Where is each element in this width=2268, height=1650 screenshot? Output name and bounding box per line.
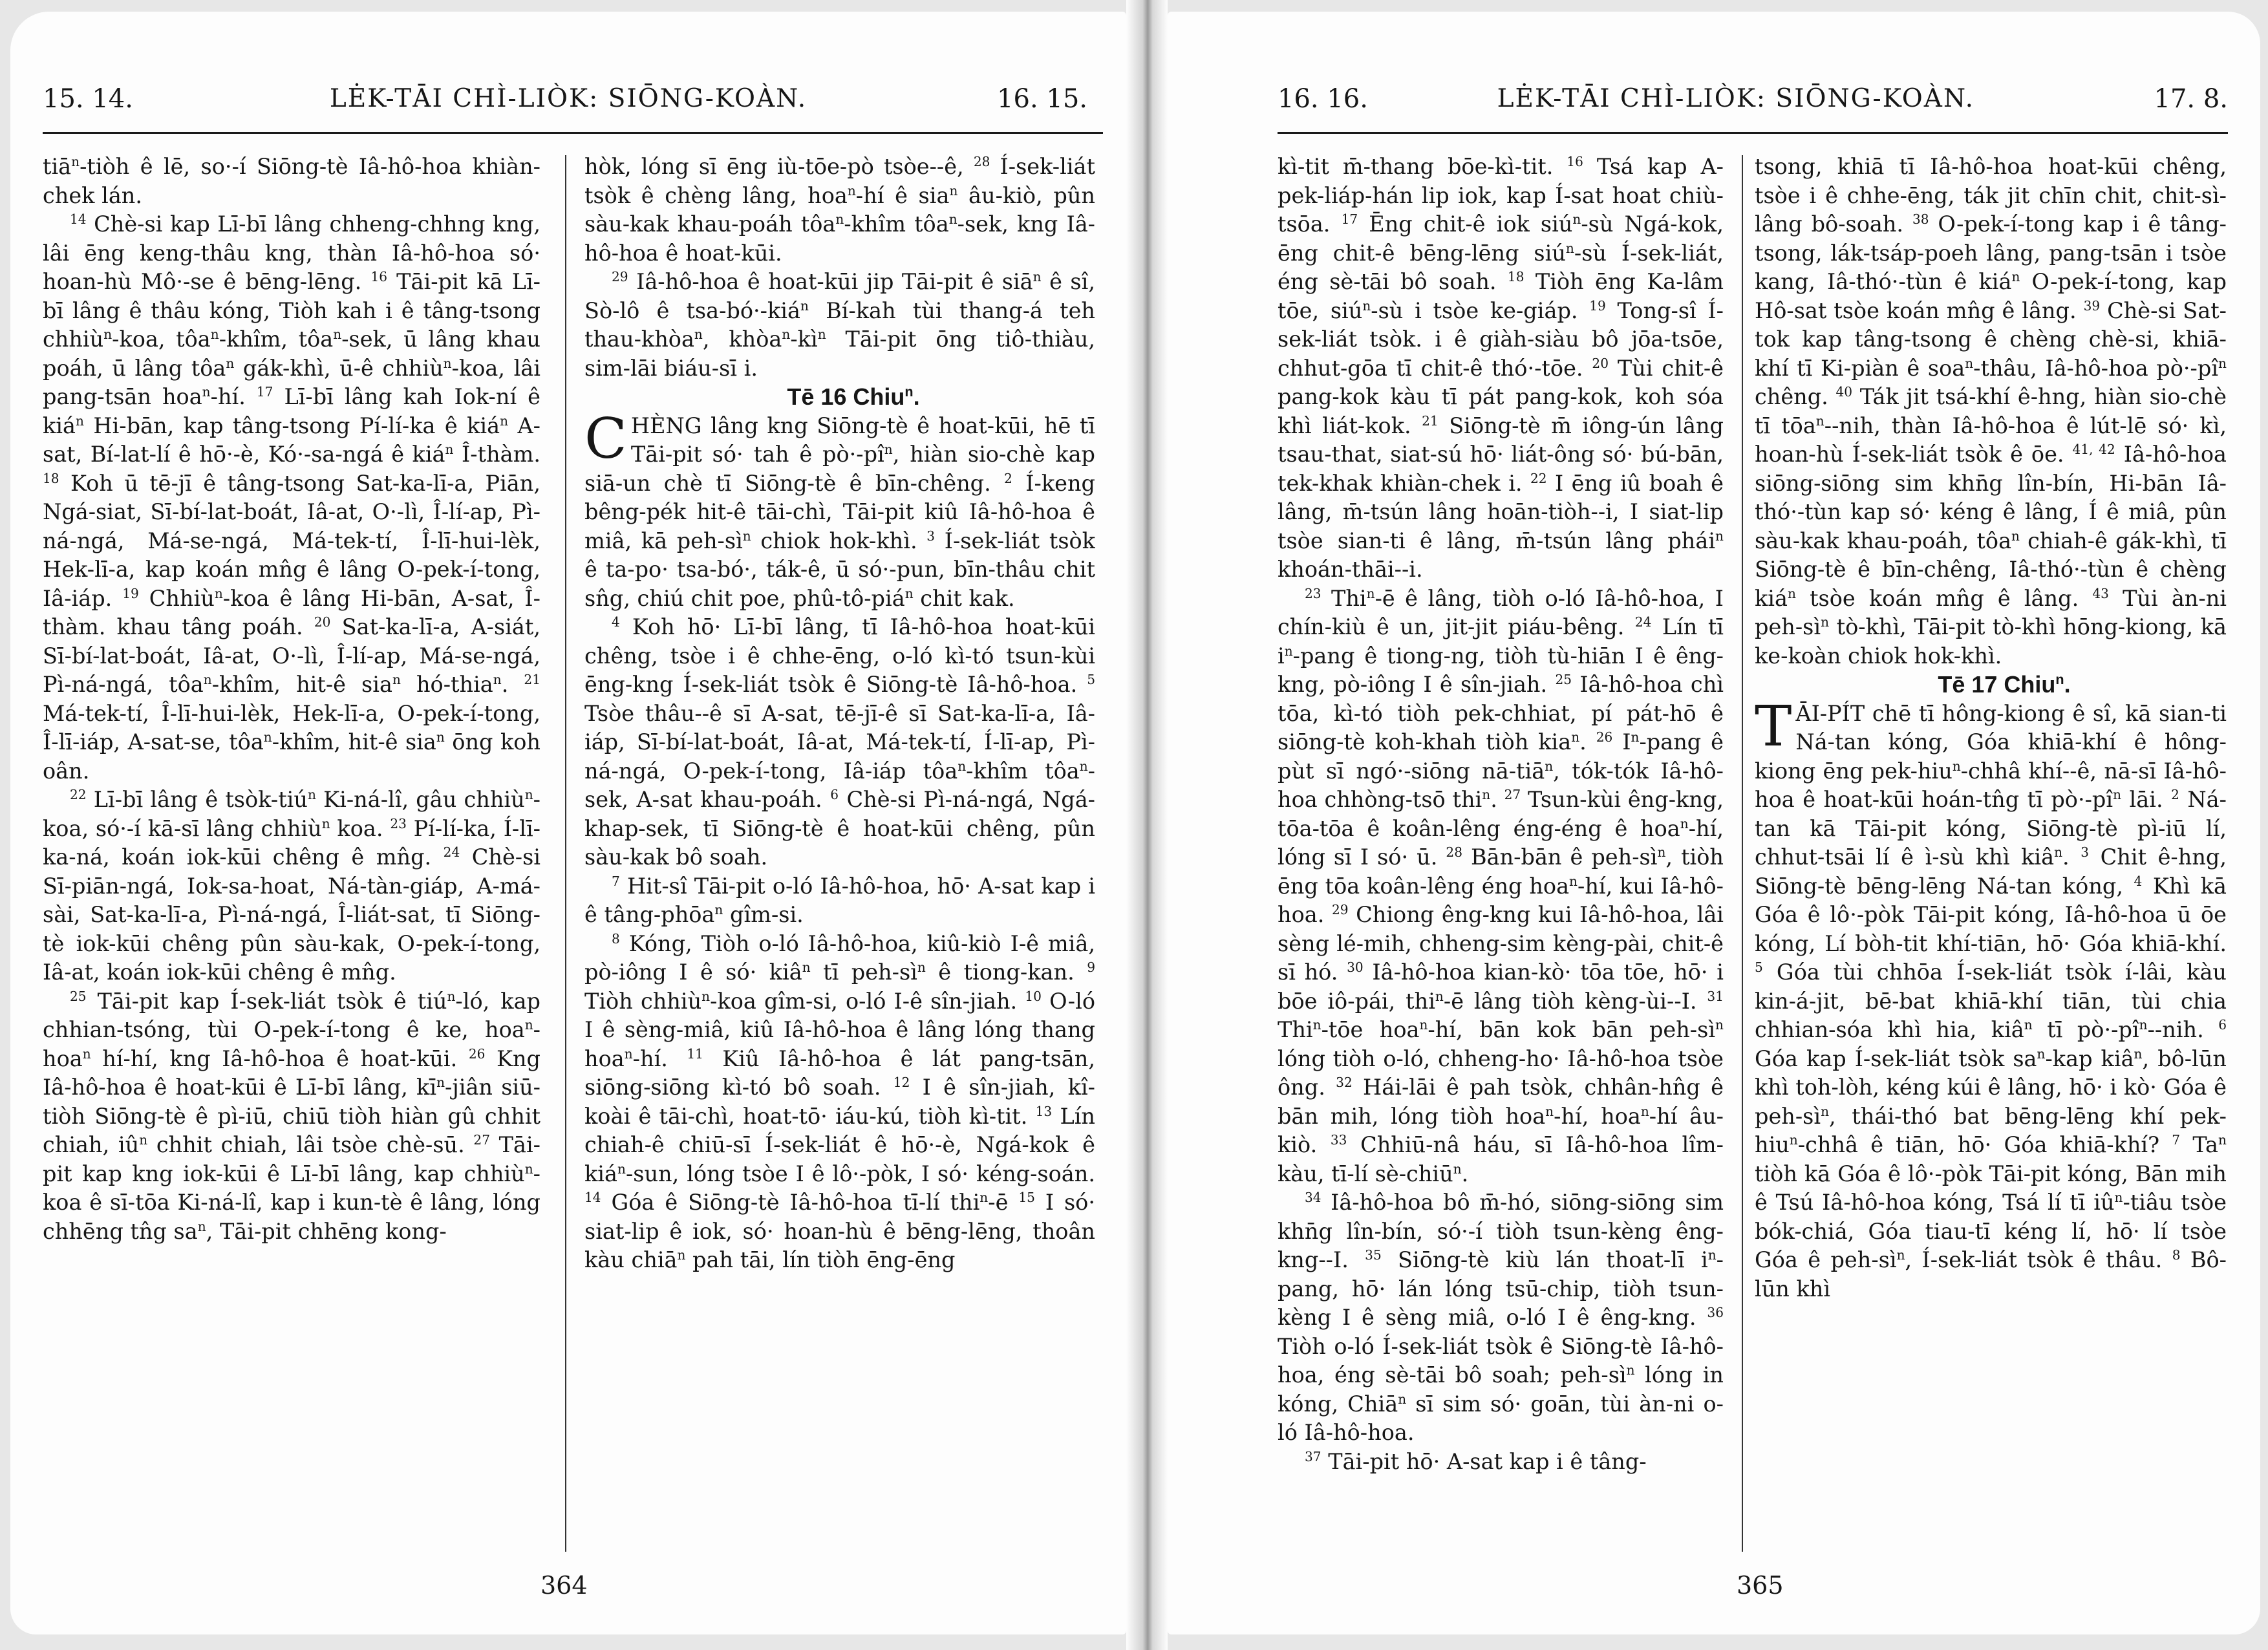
left-col1-text (43, 153, 540, 1246)
verse-paragraph: TĀI-PÍT chē tī hông-kiong ê sî, kā sian-ti Ná-tan kóng, Góa khiā-khí ê hông-kiong ēng pek-hiu$^n$-chhâ khí--ê, nā-sī Iâ-hô-hoa ê hoat-kūi hoán-tn̂g tī $pò\cdot-pî^n$ lāi. $^2$ Ná-tan kā Tāi-pit kóng, Siōng-tè pì-iū lí, chhut-tsāi lí ê ì-sù khì kiâ$^n$. $^3$ Chit ê-hng, Siōng-tè bēng-lēng Ná-tan kóng, $^4$ Khì kā Góa ê lô·-pòk Tāi-pit kóng, Iâ-hô-hoa ū ōe kóng, Lí bòh-tit khí-tiān, hō· Góa khiā-khí. $^5$ Góa tùi chhōa Í-sek-liát tsòk í-lâi, kàu kin-á-jit, bē-bat khiā-khí tiān, tùi chia chhian-sóa khì hia, kiâ$^n$ tī $pò\cdot-pî^n-$-nih. $^6$ Góa kap Í-sek-liát tsòk $sa^n$-kap kiâ$^n$, bô-lūn khì toh-lòh, kéng kúi ê lâng, hō· i kò· Góa ê peh-$sì^n$, thái-thó bat bēng-lēng khí pek-hiu$^n$-chhâ ê tiān, hō· Góa khiā-khí? $^7$ Ta$^n$ tiòh kā Góa ê lô·-pòk Tāi-pit kóng, Bān mih ê Tsú Iâ-hô-hoa kóng, Tsá lí tī $iû^n$-tiâu tsòe bók-chiá, Góa tiau-tī kéng lí, hō· lí tsòe Góa ê peh-$sì^n$, Í-sek-liát tsòk ê thâu. $^8$ Bô-lūn khì (1755, 694, 2227, 1302)
verse-paragraph: $^{22}$ Lī-bī lâng ê tsòk-tiú$^n$ Ki-ná-lî, gâu chhiù$^n$-koa, só·-í kā-sī lâng chhiù$^n$ koa. $^{23}$ Pí-lí-ka, Í-lī-ka-ná, koán iok-kūi chêng ê mn̂g. $^{24}$ Chè-si Sī-piān-ngá, Iok-sa-hoat, Ná-tàn-giáp, A-má-sài, Sat-ka-lī-a, Pì-ná-ngá, Î-liát-sat, tī Siōng-tè iok-kūi chêng pûn sàu-kak, O-pek-í-tong, Iâ-at, koán iok-kūi chêng ê mn̂g. (43, 786, 540, 985)
right-col1-text (1278, 153, 1724, 1476)
right-page (1168, 12, 2260, 1634)
verse-paragraph: $^4$ Koh hō· Lī-bī lâng, tī Iâ-hô-hoa hoat-kūi chêng, tsòe i ê chhe-ēng, o-ló kì-tó tsun-kùi ēng-kng Í-sek-liát tsòk ê Siōng-tè Iâ-hô-hoa. $^5$ Tsòe thâu--ê sī A-sat, tē-jī-ê sī Sat-ka-lī-a, Iâ-iáp, Sī-bí-lat-boát, Iâ-at, Má-tek-tí, Í-lī-ap, Pì-ná-ngá, O-pek-í-tong, Iâ-iáp tôa$^n$-khîm tôa$^n$-sek, A-sat khau-poáh. $^6$ Chè-si Pì-ná-ngá, Ngá-khap-sek, tī Siōng-tè ê hoat-kūi chêng, pûn sàu-kak bô soah. (584, 614, 1095, 870)
chapter-16-text (584, 406, 1095, 1275)
chapter-17-text (1755, 694, 2227, 1304)
right-running-title: LĖK-TĀI CHÌ-LIÒK: SIŌNG-KOÀN. (1497, 84, 1974, 113)
right-header-rule (1278, 132, 2228, 134)
verse-paragraph: tsong, khiā tī Iâ-hô-hoa hoat-kūi chêng, tsòe i ê chhe-ēng, ták jit chīn chit, chit-sì-lâng bô-soah. $^{38}$ O-pek-í-tong kap i ê tâng-tsong, lák-tsáp-poeh lâng, pang-tsān i tsòe kang, Iâ-thó·-tùn ê kiá$^n$ O-pek-í-tong, kap Hô-sat tsòe koán mn̂g ê lâng. $^{39}$ Chè-si Sat-tok kap tâng-tsong ê chèng chè-si, khiā-khí tī Ki-piàn ê soa$^n$-thâu, Iâ-hô-hoa $pò\cdot-pî^n$ chêng. $^{40}$ Ták jit tsá-khí ê-hng, hiàn sio-chè tī tōa$^n$--nih, thàn Iâ-hô-hoa ê lút-lē só· kì, hoan-hù Í-sek-liát tsòk ê ōe. $^{41, 42}$ Iâ-hô-hoa siōng-siōng sim khn̄g lîn-bín, Hi-bān Iâ-thó·-tùn kap só· kéng ê lâng, Í ê miâ, pûn sàu-kak khau-poáh, tôa$^n$ chiah-ê gák-khì, tī Siōng-tè ê bīn-chêng, Iâ-thó·-tùn ê chèng kiá$^n$ tsòe koán mn̂g ê lâng. $^{43}$ Tùi àn-ni peh-$sì^n$ tò-khì, Tāi-pit tò-khì hōng-kiong, kā ke-koàn chiok hok-khì. (1755, 154, 2227, 669)
left-running-title: LĖK-TĀI CHÌ-LIÒK: SIŌNG-KOÀN. (329, 84, 808, 113)
left-column-2 (584, 153, 1095, 1569)
left-column-divider (565, 155, 566, 1552)
right-col2-verses (1755, 153, 2227, 670)
verse-paragraph: $^{29}$ Iâ-hô-hoa ê hoat-kūi jip Tāi-pit ê siā$^n$ ê sî, Sò-lô ê tsa-bó·-kiá$^n$ Bí-kah tùi thang-á teh thau-khòa$^n$, $khòa^n-kì^n$ Tāi-pit ōng tiô-thiàu, sim-lāi biáu-sī i. (584, 268, 1095, 381)
left-page (10, 12, 1126, 1634)
verse-paragraph: $^8$ Kóng, Tiòh o-ló Iâ-hô-hoa, kiû-kiò I-ê miâ, pò-iông I ê só· kiâ$^n$ tī peh-$sì^n$ ê tiong-kan. $^9$ Tiòh chhiù$^n$-koa gîm-si, o-ló I-ê sîn-jiah. $^{10}$ O-ló I ê sèng-miâ, kiû Iâ-hô-hoa ê lâng lóng thang hoa$^n$-hí. $^{11}$ Kiû Iâ-hô-hoa ê lát pang-tsān, siōng-siōng kì-tó bô soah. $^{12}$ I ê sîn-jiah, kî-koài ê tāi-chì, hoat-tō· iáu-kú, tiòh kì-tit. $^{13}$ Lín chiah-ê chiū-sī Í-sek-liát ê hō·-è, Ngá-kok ê kiá$^n$-sun, lóng tsòe I ê lô·-pòk, I só· kéng-soán. $^{14}$ Góa ê Siōng-tè Iâ-hô-hoa tī-lí thi$^n$-ē $^{15}$ I só· siat-lip ê iok, só· hoan-hù ê bēng-lēng, thoân kàu chiā$^n$ pah tāi, lín tiòh ēng-ēng (584, 930, 1095, 1272)
left-column-1 (43, 153, 540, 1569)
right-header-verse-end: 17. 8. (2154, 84, 2228, 114)
verse-paragraph: hòk, lóng sī ēng iù-tōe-pò tsòe--ê, $^{28}$ Í-sek-liát tsòk ê chèng lâng, hoa$^n$-hí ê sia$^n$ âu-kiò, pûn sàu-kak khau-poáh tôa$^n$-khîm tôa$^n$-sek, kng Iâ-hô-hoa ê hoat-kūi. (584, 153, 1095, 266)
right-column-divider (1742, 155, 1743, 1552)
left-header-verse-end: 16. 15. (997, 84, 1087, 114)
verse-paragraph: kì-tit m̄-thang bōe-kì-tit. $^{16}$ Tsá kap A-pek-liáp-hán lip iok, kap Í-sat hoat chiù-tsōa. $^{17}$ Ēng chit-ê iok siú$^n$-sù Ngá-kok, ēng chit-ê bēng-lēng siú$^n$-sù Í-sek-liát, éng sè-tāi bô soah. $^{18}$ Tiòh ēng Ka-lâm tōe, siú$^n$-sù i tsòe ke-giáp. $^{19}$ Tong-sî Í-sek-liát tsòk. i ê giàh-siàu bô jōa-tsōe, chhut-gōa tī chit-ê thó·-tōe. $^{20}$ Tùi chit-ê pang-kok kàu tī pát pang-kok, koh sóa khì liát-kok. $^{21}$ Siōng-tè m̄ iông-ún lâng tsau-that, siat-sú hō· liát-ông só· bú-bān, tek-khak khiàn-chek i. $^{22}$ I ēng iû boah ê lâng, m̄-tsún lâng hoān-tiòh--i, I siat-lip tsòe sian-ti ê lâng, m̄-tsún lâng phái$^n$ khoán-thāi--i. (1278, 153, 1724, 582)
right-header-verse-start: 16. 16. (1278, 84, 1368, 114)
verse-paragraph: CHÈNG lâng kng Siōng-tè ê hoat-kūi, hē tī Tāi-pit só· tah ê $pò\cdot-pî^n$, hiàn sio-chè kap siā-un chè tī Siōng-tè ê bīn-chêng. $^2$ Í-keng bêng-pék hit-ê tāi-chì, Tāi-pit kiû Iâ-hô-hoa ê miâ, kā peh-$sì^n$ chiok hok-khì. $^3$ Í-sek-liát tsòk ê ta-po· tsa-bó·, ták-ê, ū só·-pun, bīn-thâu chit sn̂g, chiú chit poe, phû-tô-piá$^n$ chit kak. (584, 406, 1095, 611)
right-column-2 (1755, 153, 2227, 1569)
left-col2-verses (584, 153, 1095, 383)
right-column-1 (1278, 153, 1724, 1569)
chapter-17-heading: Tē 17 Chiu$^n$. (1938, 671, 2071, 698)
verse-paragraph: tiā$^n$-tiòh ê lē, so·-í Siōng-tè Iâ-hô-hoa khiàn-chek lán. (43, 153, 540, 208)
verse-paragraph: $^{14}$ Chè-si kap Lī-bī lâng chheng-chhng kng, lâi ēng keng-thâu kng, thàn Iâ-hô-hoa só· hoan-hù Mô·-se ê bēng-lēng. $^{16}$ Tāi-pit kā Lī-bī lâng ê thâu kóng, Tiòh kah i ê tâng-tsong chhiù$^n$-koa, tôa$^n$-khîm, tôa$^n$-sek, ū lâng khau poáh, ū lâng tôa$^n$ gák-khì, ū-ê chhiù$^n$-koa, lâi pang-tsān hoa$^n$-hí. $^{17}$ Lī-bī lâng kah Iok-ní ê kiá$^n$ Hi-bān, kap tâng-tsong Pí-lí-ka ê kiá$^n$ A-sat, Bí-lat-lí ê hō·-è, Kó·-sa-ngá ê kiá$^n$ Î-thàm. $^{18}$ Koh ū tē-jī ê tâng-tsong Sat-ka-lī-a, Piān, Ngá-siat, Sī-bí-lat-boát, Iâ-at, O·-lì, Î-lí-ap, Pì-ná-ngá, Má-se-ngá, Má-tek-tí, Î-lī-hui-lèk, Hek-lī-a, kap koán mn̂g ê lâng O-pek-í-tong, Iâ-iáp. $^{19}$ Chhiù$^n$-koa ê lâng Hi-bān, A-sat, Î-thàm. khau tâng poáh. $^{20}$ Sat-ka-lī-a, A-siát, Sī-bí-lat-boát, Iâ-at, O·-lì, Î-lí-ap, Má-se-ngá, Pì-ná-ngá, tôa$^n$-khîm, hit-ê sia$^n$ hó-thia$^n$. $^{21}$ Má-tek-tí, Î-lī-hui-lèk, Hek-lī-a, O-pek-í-tong, Î-lī-iáp, A-sat-se, tôa$^n$-khîm, hit-ê sia$^n$ ōng koh oân. (43, 211, 540, 784)
verse-paragraph: $^{23}$ Thi$^n$-ē ê lâng, tiòh o-ló Iâ-hô-hoa, I chín-kiù ê un, jit-jit piáu-bêng. $^{24}$ Lín tī $i^n$-pang ê tiong-ng, tiòh tù-hiān I ê êng-kng, pò-iông I ê sîn-jiah. $^{25}$ Iâ-hô-hoa chì tōa, kì-tó tiòh pek-chhiat, pí pát-hō ê siōng-tè koh-khah tiòh kia$^n$. $^{26}$ $I^n$-pang ê pùt sī ngó·-siōng nā-tiā$^n$, tók-tók Iâ-hô-hoa chhòng-tsō thi$^n$. $^{27}$ Tsun-kùi êng-kng, tōa-tōa ê koân-lêng éng-éng ê hoa$^n$-hí, lóng sī I só· ū. $^{28}$ Bān-bān ê peh-$sì^n$, tiòh ēng tōa koân-lêng éng hoa$^n$-hí, kui Iâ-hô-hoa. $^{29}$ Chiong êng-kng kui Iâ-hô-hoa, lâi sèng lé-mih, chheng-sim kèng-pài, chit-ê sī hó. $^{30}$ Iâ-hô-hoa kian-kò· tōa tōe, hō· i bōe iô-pái, thi$^n$-ē lâng tiòh kèng-ùi--I. $^{31}$ Thi$^n$-tōe hoa$^n$-hí, bān kok bān peh-$sì^n$ lóng tiòh o-ló, chheng-ho· Iâ-hô-hoa tsòe ông. $^{32}$ Hái-lāi ê pah tsòk, chhân-hn̂g ê bān mih, lóng tiòh hoa$^n$-hí, hoa$^n$-hí âu-kiò. $^{33}$ Chhiū-nâ háu, sī Iâ-hô-hoa lîm-kàu, tī-lí sè-chiū$^n$. (1278, 585, 1724, 1186)
chapter-16-heading: Tē 16 Chiu$^n$. (787, 383, 920, 410)
left-folio: 364 (540, 1571, 588, 1600)
left-header-rule (43, 132, 1103, 134)
verse-paragraph: $^{34}$ Iâ-hô-hoa bô m̄-hó, siōng-siōng sim khn̄g lîn-bín, só·-í tiòh tsun-kèng êng-kng--I. $^{35}$ Siōng-tè kiù lán thoat-lī $i^n$-pang, hō· lán lóng tsū-chip, tiòh tsun-kèng I ê sèng miâ, o-ló I ê êng-kng. $^{36}$ Tiòh o-ló Í-sek-liát tsòk ê Siōng-tè Iâ-hô-hoa, éng sè-tāi bô soah; peh-$sì^n$ lóng in kóng, Chiā$^n$ sī sim só· goān, tùi àn-ni o-ló Iâ-hô-hoa. (1278, 1189, 1724, 1445)
verse-paragraph: $^{25}$ Tāi-pit kap Í-sek-liát tsòk ê tiú$^n$-ló, kap chhian-tsóng, tùi O-pek-í-tong ê ke, hoa$^n$-hoa$^n$ hí-hí, kng Iâ-hô-hoa ê hoat-kūi. $^{26}$ Kng Iâ-hô-hoa ê hoat-kūi ê Lī-bī lâng, $kī^n$-jiân siū-tiòh Siōng-tè ê pì-iū, chiū tiòh hiàn gû chhit chiah, $iû^n$ chhit chiah, lâi tsòe chè-sū. $^{27}$ Tāi-pit kap kng iok-kūi ê Lī-bī lâng, kap chhiù$^n$-koa ê sī-tōa Ki-ná-lî, kap i kun-tè ê lâng, lóng chhēng tn̂g $sa^n$, Tāi-pit chhēng kong- (43, 988, 540, 1244)
book-gutter (1126, 0, 1168, 1650)
left-header-verse-start: 15. 14. (43, 84, 133, 114)
verse-paragraph: $^7$ Hit-sî Tāi-pit o-ló Iâ-hô-hoa, hō· A-sat kap i ê tâng-phōa$^n$ gîm-si. (584, 873, 1095, 927)
verse-paragraph: $^{37}$ Tāi-pit hō· A-sat kap i ê tâng- (1305, 1448, 1647, 1474)
right-folio: 365 (1737, 1571, 1784, 1600)
